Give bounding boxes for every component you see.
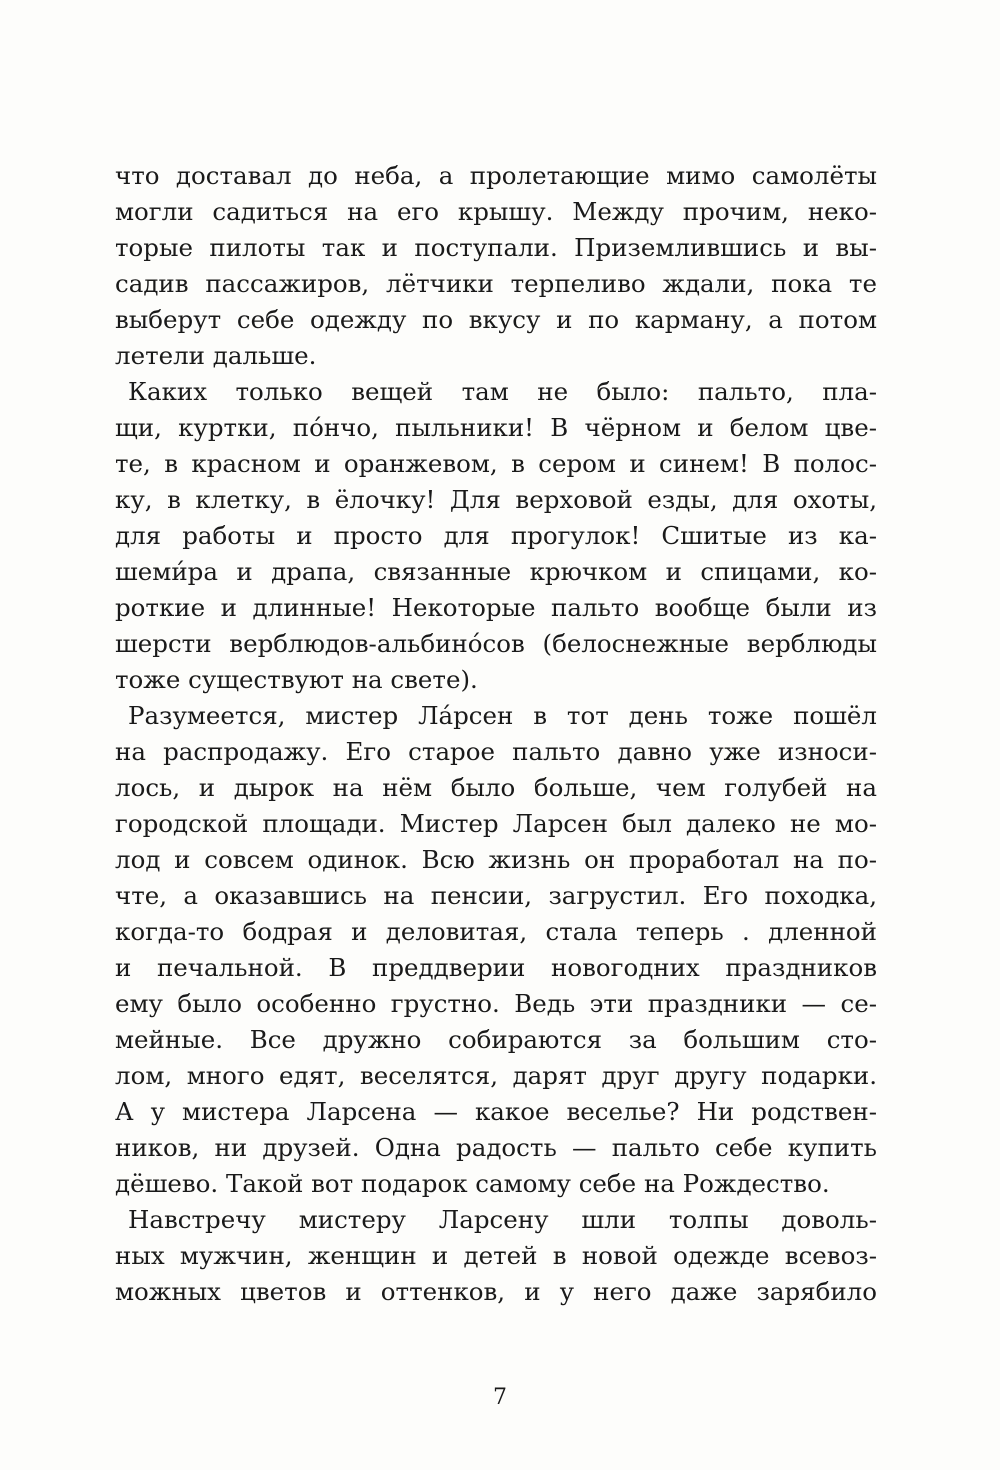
text-line: летели дальше. bbox=[115, 341, 317, 370]
text-line: те, в красном и оранжевом, в сером и синем! В полос- bbox=[115, 449, 877, 478]
text-line: шерсти верблюдов-альбино́сов (белоснежные верблюды bbox=[115, 629, 877, 658]
text-line: садив пассажиров, лётчики терпеливо ждали, пока те bbox=[115, 269, 877, 298]
paragraph bbox=[115, 698, 877, 1202]
text-line: лом, много едят, веселятся, дарят друг другу подарки. bbox=[115, 1061, 877, 1090]
text-line: могли садиться на его крышу. Между прочим, неко- bbox=[115, 197, 877, 226]
paragraph bbox=[115, 158, 877, 374]
text-line: и печальной. В преддверии новогодних праздников bbox=[115, 953, 877, 982]
text-line: ему было особенно грустно. Ведь эти праздники — се- bbox=[115, 989, 877, 1018]
text-line: мейные. Все дружно собираются за большим сто- bbox=[115, 1025, 877, 1054]
text-line: ных мужчин, женщин и детей в новой одежде всевоз- bbox=[115, 1241, 877, 1270]
text-line: когда-то бодрая и деловитая, стала теперь . дленной bbox=[115, 917, 877, 946]
text-line: ников, ни друзей. Одна радость — пальто себе купить bbox=[115, 1133, 877, 1162]
text-line: щи, куртки, по́нчо, пыльники! В чёрном и белом цве- bbox=[115, 413, 877, 442]
text-line: на распродажу. Его старое пальто давно уже износи- bbox=[115, 737, 877, 766]
text-line: чте, а оказавшись на пенсии, загрустил. Его походка, bbox=[115, 881, 877, 910]
text-line: лось, и дырок на нём было больше, чем голубей на bbox=[115, 773, 877, 802]
text-line: городской площади. Мистер Ларсен был далеко не мо- bbox=[115, 809, 877, 838]
text-line: Разумеется, мистер Ла́рсен в тот день тоже пошёл bbox=[128, 701, 877, 730]
paragraph bbox=[115, 1202, 877, 1310]
text-line: ку, в клетку, в ёлочку! Для верховой езды, для охоты, bbox=[115, 485, 877, 514]
body-text bbox=[115, 158, 877, 1310]
text-line: можных цветов и оттенков, и у него даже зарябило bbox=[115, 1277, 877, 1306]
text-line: А у мистера Ларсена — какое веселье? Ни родствен- bbox=[115, 1097, 877, 1126]
text-line: Навстречу мистеру Ларсену шли толпы доволь- bbox=[128, 1205, 877, 1234]
text-line: дёшево. Такой вот подарок самому себе на Рождество. bbox=[115, 1169, 830, 1198]
text-line: лод и совсем одинок. Всю жизнь он проработал на по- bbox=[115, 845, 877, 874]
page-number: 7 bbox=[493, 1385, 507, 1410]
paragraph bbox=[115, 374, 877, 698]
text-line: что доставал до неба, а пролетающие мимо самолёты bbox=[115, 161, 877, 190]
text-line: шеми́ра и драпа, связанные крючком и спицами, ко- bbox=[115, 557, 877, 586]
text-line: торые пилоты так и поступали. Приземлившись и вы- bbox=[115, 233, 877, 262]
text-line: выберут себе одежду по вкусу и по карману, а потом bbox=[115, 305, 877, 334]
text-line: роткие и длинные! Некоторые пальто вообще были из bbox=[115, 593, 877, 622]
text-line: Каких только вещей там не было: пальто, пла- bbox=[128, 377, 877, 406]
text-line: тоже существуют на свете). bbox=[115, 665, 478, 694]
text-line: для работы и просто для прогулок! Сшитые из ка- bbox=[115, 521, 877, 550]
